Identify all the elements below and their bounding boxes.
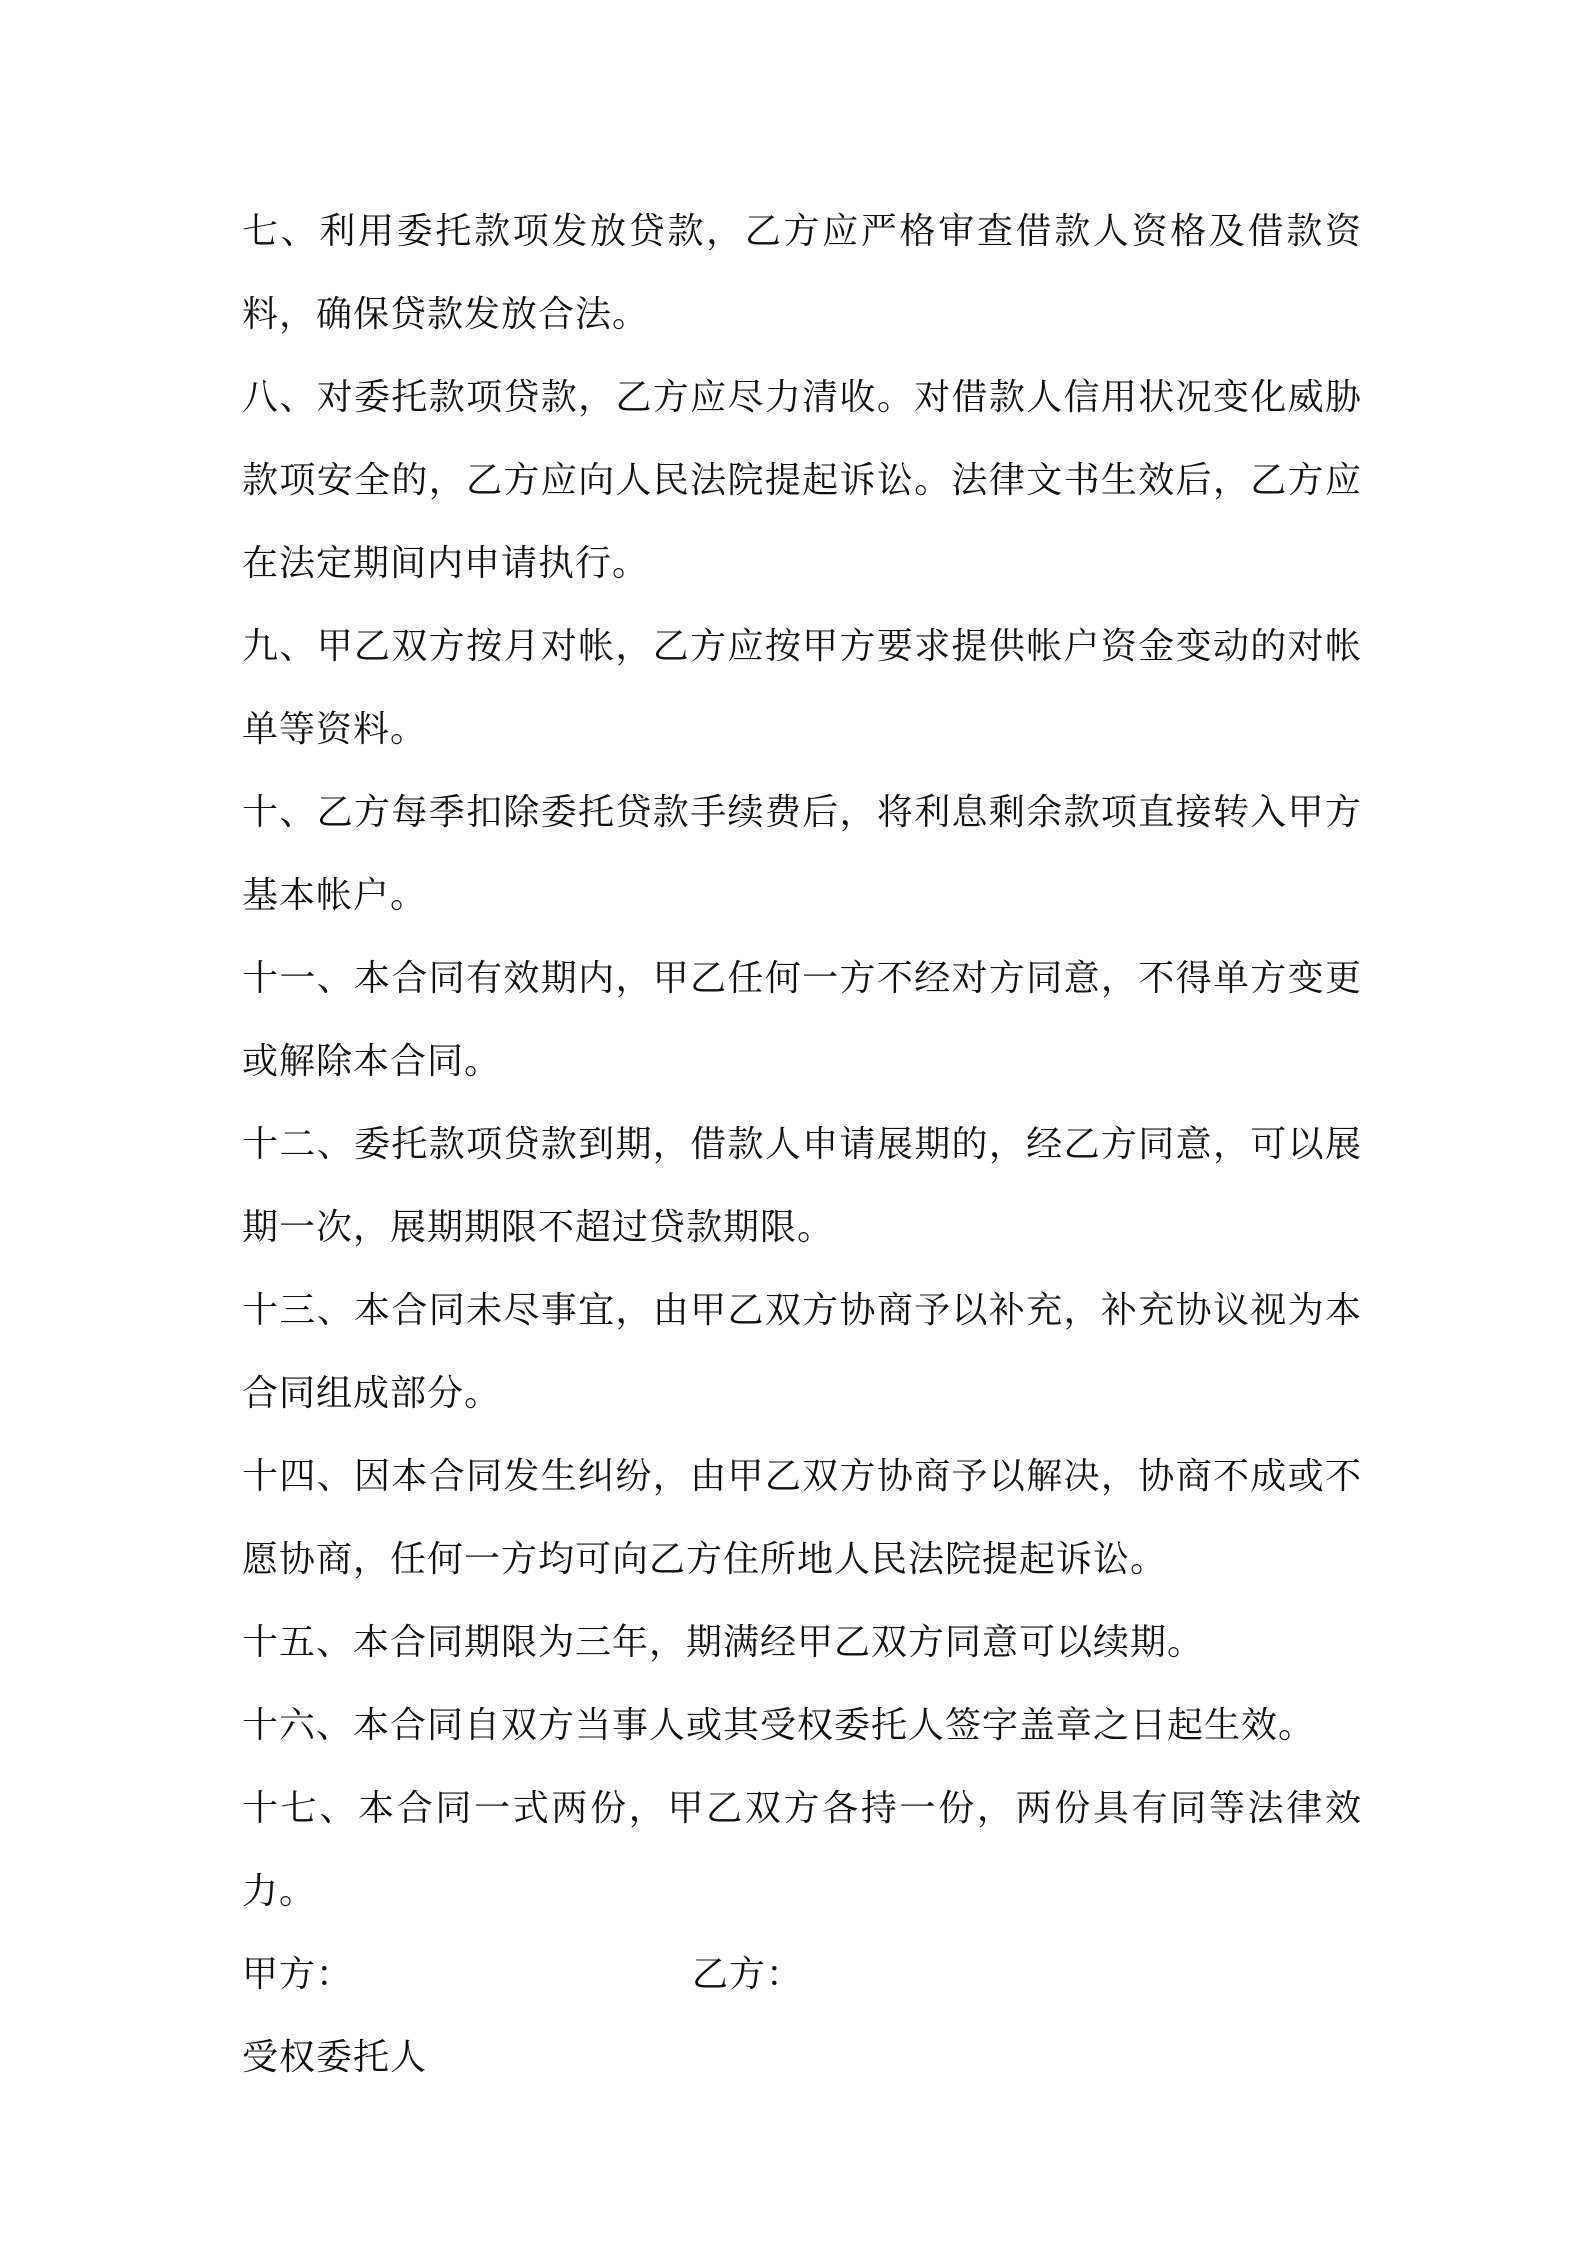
clause-8: 八、对委托款项贷款，乙方应尽力清收。对借款人信用状况变化威胁款项安全的，乙方应向人民法院提起诉讼。法律文书生效后，乙方应在法定期间内申请执行。 bbox=[242, 377, 1362, 584]
clause-17: 十七、本合同一式两份，甲乙双方各持一份，两份具有同等法律效力。 bbox=[242, 1788, 1362, 1912]
clause-7: 七、利用委托款项发放贷款，乙方应严格审查借款人资格及借款资料，确保贷款发放合法。 bbox=[242, 211, 1362, 335]
clause-9: 九、甲乙双方按月对帐，乙方应按甲方要求提供帐户资金变动的对帐单等资料。 bbox=[242, 626, 1362, 750]
party-a-label: 甲方： bbox=[242, 1954, 354, 1995]
party-b-label: 乙方： bbox=[692, 1954, 804, 1995]
clause-16: 十六、本合同自双方当事人或其受权委托人签字盖章之日起生效。 bbox=[242, 1705, 1316, 1746]
signature-row bbox=[242, 1933, 1362, 2016]
clause-10: 十、乙方每季扣除委托贷款手续费后，将利息剩余款项直接转入甲方基本帐户。 bbox=[242, 792, 1362, 916]
clause-11: 十一、本合同有效期内，甲乙任何一方不经对方同意，不得单方变更或解除本合同。 bbox=[242, 958, 1362, 1082]
clause-14: 十四、因本合同发生纠纷，由甲乙双方协商予以解决，协商不成或不愿协商，任何一方均可向乙方住所地人民法院提起诉讼。 bbox=[242, 1456, 1362, 1580]
clause-13: 十三、本合同未尽事宜，由甲乙双方协商予以补充，补充协议视为本合同组成部分。 bbox=[242, 1290, 1362, 1414]
contract-body bbox=[242, 190, 1362, 2099]
authorized-agent-label: 受权委托人 bbox=[242, 2037, 428, 2078]
clause-12: 十二、委托款项贷款到期，借款人申请展期的，经乙方同意，可以展期一次，展期期限不超过贷款期限。 bbox=[242, 1124, 1362, 1248]
clause-15: 十五、本合同期限为三年，期满经甲乙双方同意可以续期。 bbox=[242, 1622, 1205, 1663]
